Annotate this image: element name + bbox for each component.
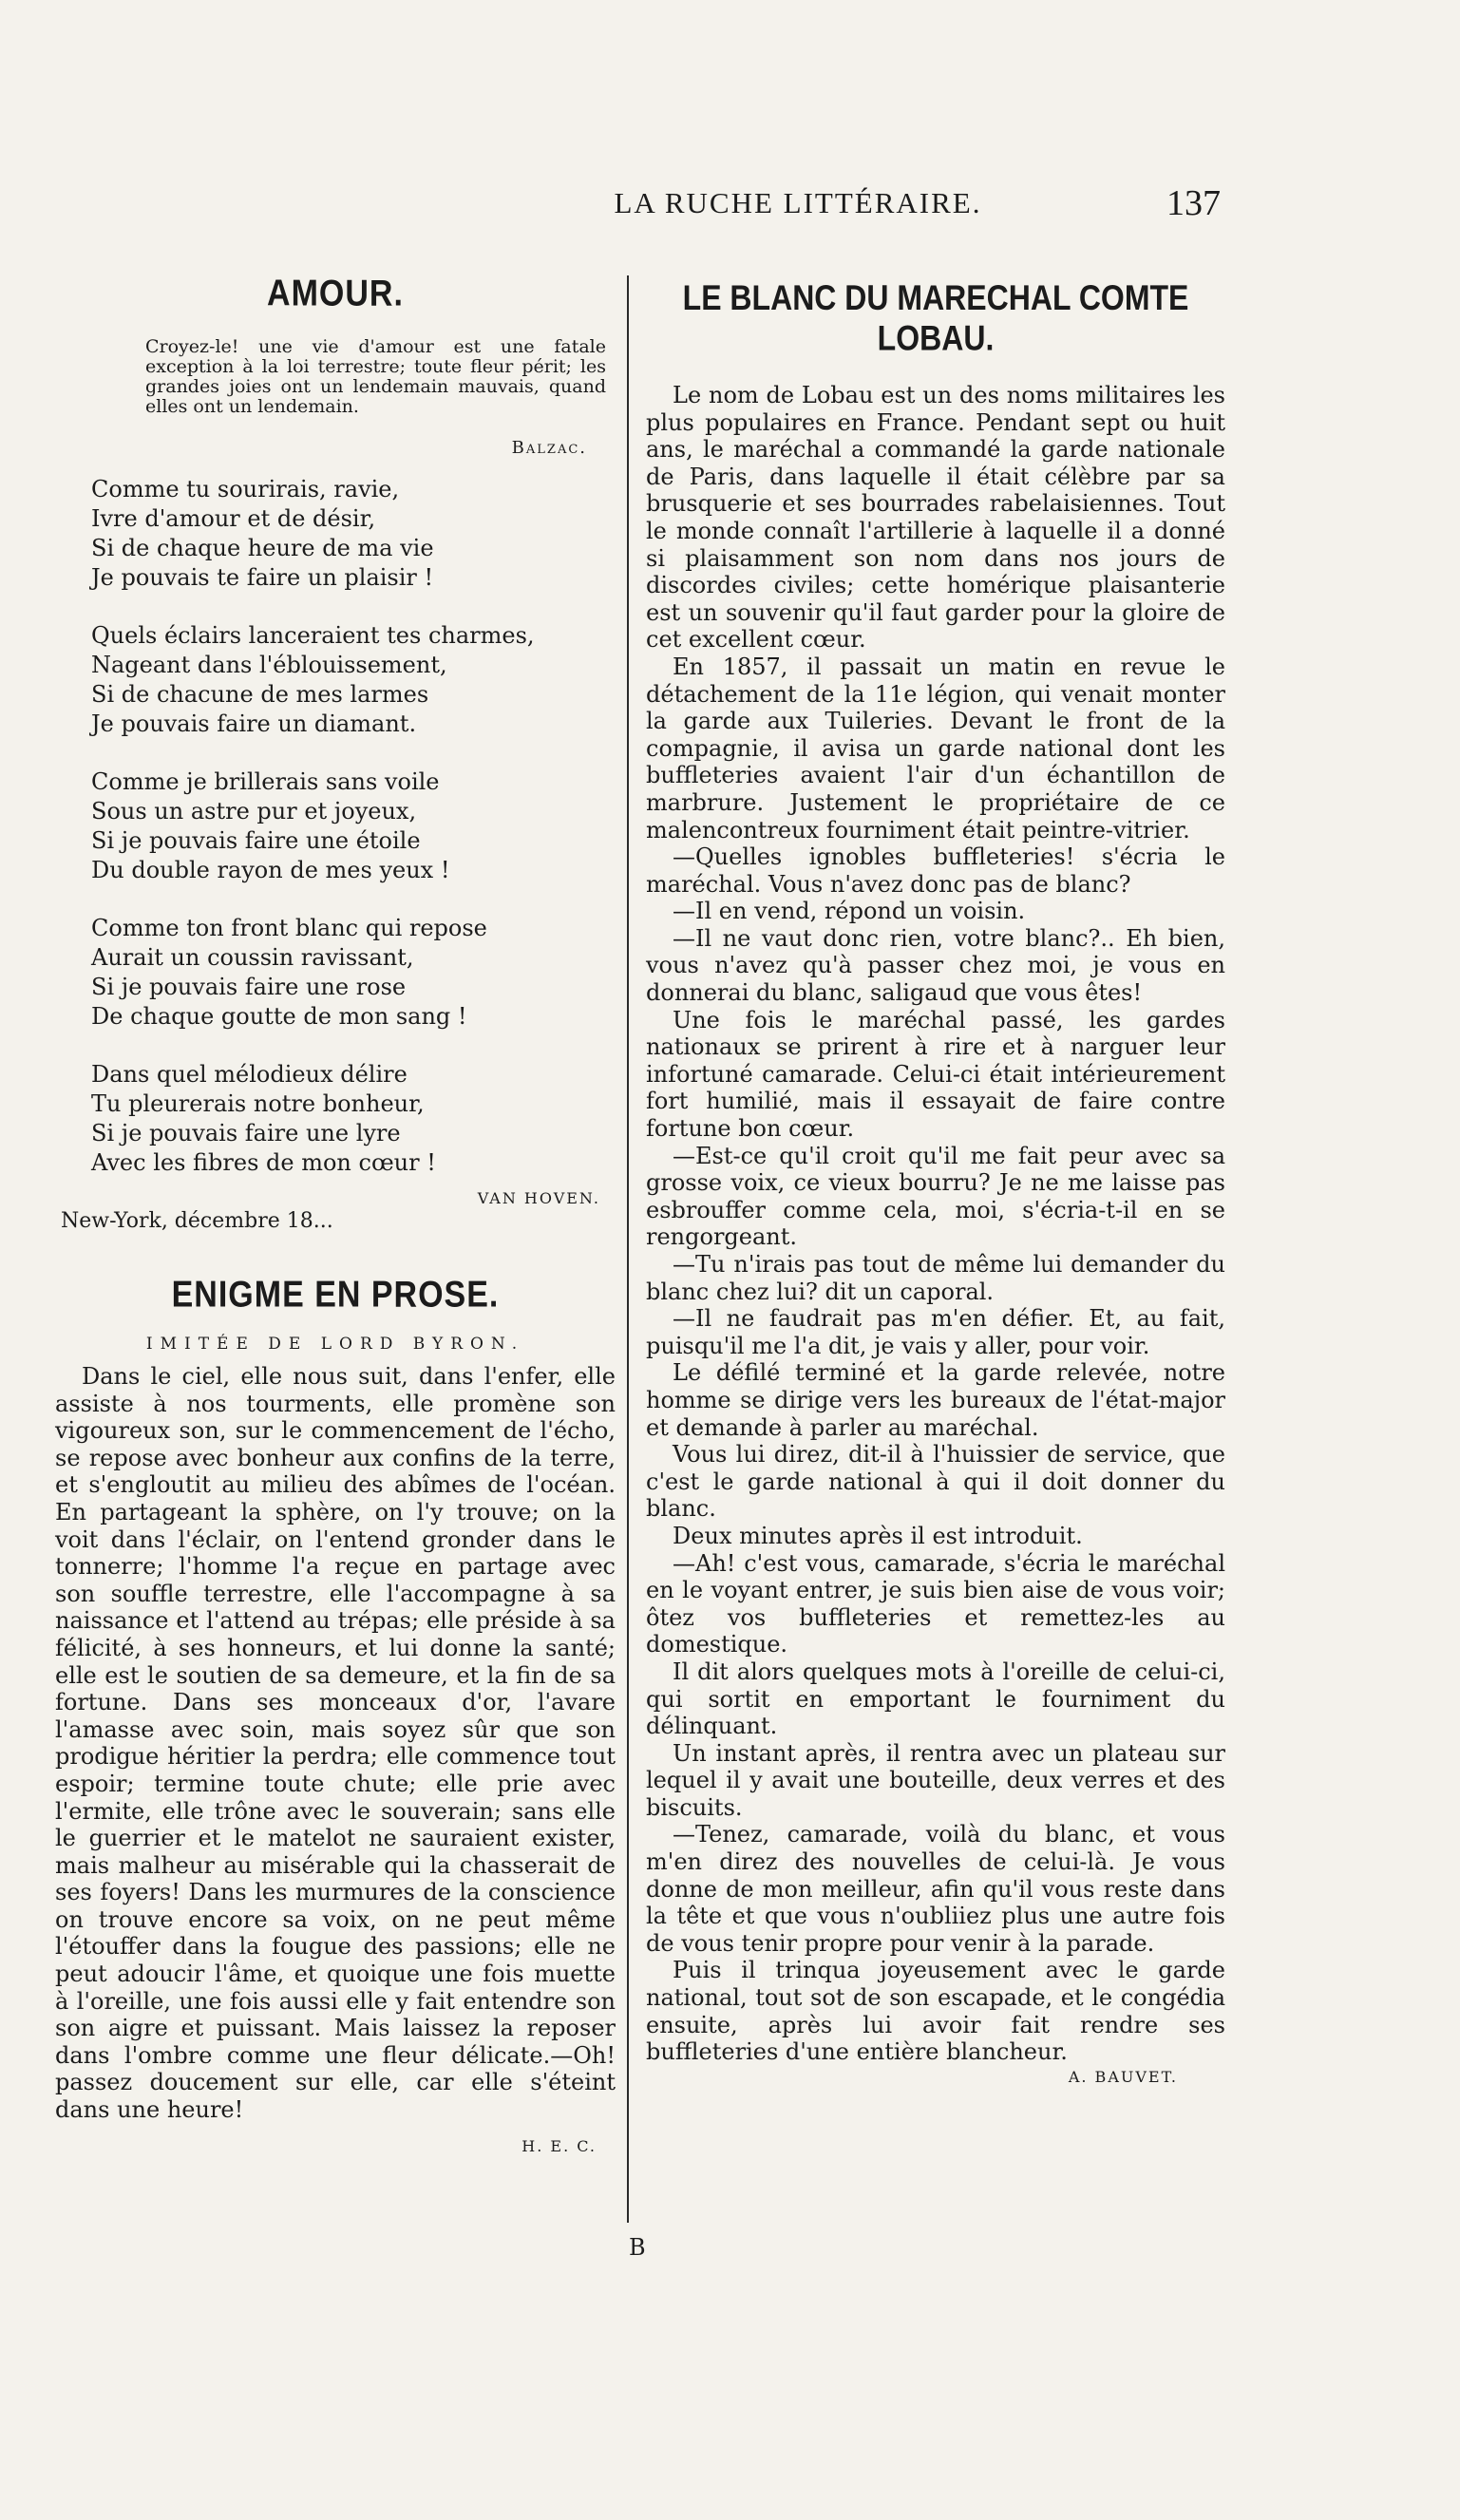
stanza <box>91 914 616 1032</box>
verse-line: Aurait un coussin ravissant, <box>91 944 414 971</box>
verse-line: Comme ton front blanc qui repose <box>91 915 487 941</box>
poem-body <box>91 475 616 1178</box>
verse-line: Sous un astre pur et joyeux, <box>91 798 417 824</box>
paragraph: —Il ne faudrait pas m'en défier. Et, au fait, puisqu'il me l'a dit, je vais y aller, pour voir. <box>646 1305 1225 1359</box>
stanza <box>91 1060 616 1178</box>
article-title: LE BLANC DU MARECHAL COMTE LOBAU. <box>682 277 1189 358</box>
paragraph: —Quelles ignobles buffleteries! s'écria le maréchal. Vous n'avez donc pas de blanc? <box>646 843 1225 898</box>
paragraph: —Il en vend, répond un voisin. <box>673 898 1026 925</box>
paragraph: —Tu n'irais pas tout de même lui demander du blanc chez lui? dit un caporal. <box>646 1251 1225 1305</box>
paragraph: Le nom de Lobau est un des noms militaires les plus populaires en France. Pendant sept ou huit ans, le maréchal a commandé la garde nationale de Paris, dans laquelle il était célèbre par sa brusquerie et ses bourrades rabelaisiennes. Tout le monde connaît l'artillerie à laquelle il a donné si plaisamment son nom dans nos jours de discordes civiles; cette homérique plaisanterie est un souvenir qu'il faut garder pour la gloire de cet excellent cœur. <box>646 382 1225 654</box>
left-column <box>55 275 616 2155</box>
poem-title: AMOUR. <box>267 273 404 314</box>
paragraph: Puis il trinqua joyeusement avec le garde national, tout sot de son escapade, et le congédia ensuite, après lui avoir fait rendre ses buffleteries d'une entière blancheur. <box>646 1957 1225 2066</box>
paragraph: Le défilé terminé et la garde relevée, notre homme se dirige vers les bureaux de l'état-major et demande à parler au maréchal. <box>646 1359 1225 1441</box>
running-title: LA RUCHE LITTÉRAIRE. <box>614 186 982 219</box>
paragraph: —Il ne vaut donc rien, votre blanc?.. Eh bien, vous n'avez qu'à passer chez moi, je vous en donnerai du blanc, saligaud que vous êtes! <box>646 924 1225 1007</box>
paragraph: Deux minutes après il est introduit. <box>673 1522 1083 1549</box>
verse-line: Si je pouvais faire une étoile <box>91 827 421 854</box>
enigme-signature: H. E. C. <box>521 2136 597 2155</box>
verse-line: Du double rayon de mes yeux ! <box>91 857 450 883</box>
verse-line: Avec les fibres de mon cœur ! <box>91 1149 436 1176</box>
stanza <box>91 767 616 885</box>
enigme-subtitle: IMITÉE DE LORD BYRON. <box>145 1335 525 1354</box>
paragraph: Vous lui direz, dit-il à l'huissier de service, que c'est le garde national à qui il doit donner du blanc. <box>646 1441 1225 1523</box>
enigme-body <box>55 1363 616 2124</box>
verse-line: Je pouvais te faire un plaisir ! <box>91 564 434 591</box>
paragraph: Un instant après, il rentra avec un plateau sur lequel il y avait une bouteille, deux verres et des biscuits. <box>646 1739 1225 1821</box>
paragraph: Une fois le maréchal passé, les gardes nationaux se prirent à rire et à narguer leur infortuné camarade. Celui-ci était intérieurement fort humilié, mais il essayait de faire contre fortune bon cœur. <box>646 1006 1225 1143</box>
stanza <box>91 621 616 739</box>
verse-line: Tu pleurerais notre bonheur, <box>91 1090 425 1117</box>
verse-line: Nageant dans l'éblouissement, <box>91 652 447 678</box>
article-body <box>646 382 1225 2066</box>
verse-line: Comme tu sourirais, ravie, <box>91 476 400 502</box>
enigme-title: ENIGME EN PROSE. <box>171 1274 500 1316</box>
paragraph: Dans le ciel, elle nous suit, dans l'enfer, elle assiste à nos tourments, elle promène son vigoureux son, sur le commencement de l'écho, se repose avec bonheur aux confins de la terre, et s'engloutit au milieu des abîmes de l'océan. En partageant la sphère, on l'y trouve; on la voit dans l'éclair, on l'entend gronder dans le tonnerre; l'homme l'a reçue en partage avec son souffle terrestre, elle l'accompagne à sa naissance et l'attend au trépas; elle préside à sa félicité, à ses honneurs, et lui donne la santé; elle est le soutien de sa demeure, et la fin de sa fortune. Dans ses monceaux d'or, l'avare l'amasse avec soin, mais soyez sûr que son prodigue héritier la perdra; elle commence tout espoir; termine toute chute; elle prie avec l'ermite, elle trône avec le souverain; sans elle le guerrier et le matelot ne sauraient exister, mais malheur au misérable qui la chasserait de ses foyers! Dans les murmures de la conscience on trouve encore sa voix, on ne peut même l'étouffer dans la fougue des passions; elle ne peut adoucir l'âme, et quoique une fois muette à l'oreille, une fois aussi elle y fait entendre son son aigre et puissant. Mais laissez la reposer dans l'ombre comme une fleur délicate.—Oh! passez doucement sur elle, car elle s'éteint dans une heure! <box>55 1363 616 2124</box>
verse-line: Si de chacune de mes larmes <box>91 681 429 708</box>
verse-line: De chaque goutte de mon sang ! <box>91 1003 467 1030</box>
paragraph: —Tenez, camarade, voilà du blanc, et vous m'en direz des nouvelles de celui-là. Je vous donne de mon meilleur, afin qu'il vous reste dans la tête et que vous n'oubliiez plus une autre fois de vous tenir propre pour venir à la parade. <box>646 1821 1225 1957</box>
column-divider <box>627 275 629 2223</box>
poem-author: VAN HOVEN. <box>477 1189 600 1207</box>
signature-mark: B <box>629 2234 646 2261</box>
verse-line: Dans quel mélodieux délire <box>91 1061 408 1088</box>
verse-line: Ivre d'amour et de désir, <box>91 505 376 532</box>
paragraph: Il dit alors quelques mots à l'oreille de celui-ci, qui sortit en emportant le fourniment du délinquant. <box>646 1658 1225 1740</box>
paragraph: En 1857, il passait un matin en revue le détachement de la 11e légion, qui venait monter la garde aux Tuileries. Devant le front de la compagnie, il avisa un garde national dont les buffleteries avaient l'air d'un échantillon de marbrure. Justement le propriétaire de ce malencontreux fourniment était peintre-vitrier. <box>646 653 1225 843</box>
paragraph: —Est-ce qu'il croit qu'il me fait peur avec sa grosse voix, ce vieux bourru? Je ne me laisse pas esbrouffer comme cela, moi, s'écria-t-il en se rengorgeant. <box>646 1142 1225 1251</box>
poem-place-date: New-York, décembre 18... <box>61 1209 333 1233</box>
verse-line: Si je pouvais faire une rose <box>91 974 407 1000</box>
paragraph: —Ah! c'est vous, camarade, s'écria le maréchal en le voyant entrer, je suis bien aise de vous voir; ôtez vos buffleteries et remettez-les au domestique. <box>646 1549 1225 1658</box>
verse-line: Comme je brillerais sans voile <box>91 768 440 795</box>
right-column <box>646 275 1225 2086</box>
verse-line: Si de chaque heure de ma vie <box>91 535 434 561</box>
poem-epigraph: Croyez-le! une vie d'amour est une fatale exception à la loi terrestre; toute fleur périt; les grandes joies ont un lendemain mauvais, quand elles ont un lendemain. <box>145 336 606 417</box>
verse-line: Quels éclairs lanceraient tes charmes, <box>91 622 535 649</box>
epigraph-author: Balzac. <box>511 438 587 458</box>
verse-line: Si je pouvais faire une lyre <box>91 1120 401 1146</box>
stanza <box>91 475 616 593</box>
article-signature: A. BAUVET. <box>1068 2067 1178 2086</box>
verse-line: Je pouvais faire un diamant. <box>91 711 417 737</box>
page-number: 137 <box>1166 183 1221 223</box>
